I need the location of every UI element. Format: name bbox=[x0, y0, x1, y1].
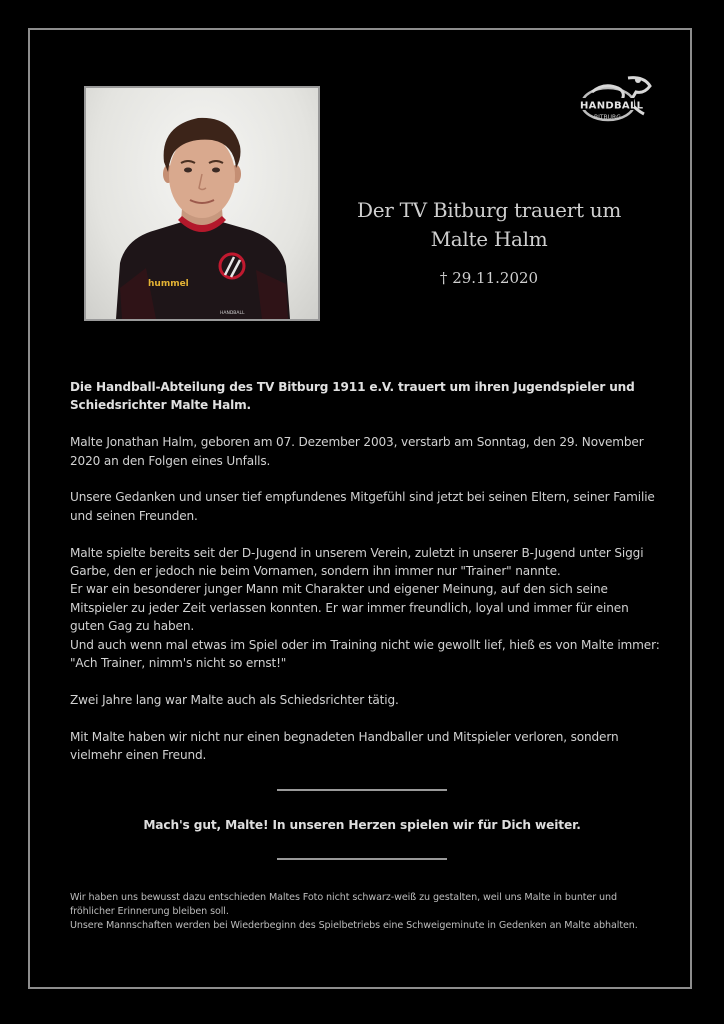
footnote bbox=[70, 891, 658, 933]
lead-paragraph: Die Handball-Abteilung des TV Bitburg 1911 e.V. trauert um ihren Jugendspieler und Schiedsrichter Malte Halm. bbox=[70, 380, 635, 413]
portrait-photo bbox=[84, 86, 320, 321]
footnote-silence: Unsere Mannschaften werden bei Wiederbeginn des Spielbetriebs eine Schweigeminute in Gedenken an Malte abhalten. bbox=[70, 920, 638, 931]
club-logo bbox=[574, 68, 656, 132]
paragraph-club-history bbox=[70, 544, 660, 673]
club-history-line-1: Malte spielte bereits seit der D-Jugend in unserem Verein, zuletzt in unserer B-Jugend unter Siggi Garbe, den er jedoch nie beim Vornamen, sondern ihn immer nur "Trainer" nannte. bbox=[70, 545, 644, 579]
headline-line-1: Der TV Bitburg trauert um bbox=[356, 198, 621, 222]
death-date: † 29.11.2020 bbox=[439, 269, 539, 287]
farewell-text: Mach's gut, Malte! In unseren Herzen spielen wir für Dich weiter. bbox=[143, 818, 581, 832]
obituary-text bbox=[70, 378, 660, 783]
club-history-line-2: Er war ein besonderer junger Mann mit Charakter und eigener Meinung, auf den sich seine Mitspieler zu jeder Zeit verlassen konnten. Er war immer freundlich, loyal und immer für einen guten Gag zu haben. bbox=[70, 582, 629, 634]
shirt-brand-text: hummel bbox=[148, 279, 189, 289]
logo-word: HANDBALL bbox=[580, 100, 644, 112]
footnote-photo: Wir haben uns bewusst dazu entschieden Maltes Foto nicht schwarz-weiß zu gestalten, weil uns Malte in bunter und fröhlicher Erinnerung bleiben soll. bbox=[70, 892, 618, 917]
logo-sub: BITBURG bbox=[594, 114, 621, 121]
divider-top bbox=[277, 789, 447, 791]
club-history-line-3: Und auch wenn mal etwas im Spiel oder im Training nicht wie gewollt lief, hieß es von Malte immer: "Ach Trainer, nimm's nicht so ernst!" bbox=[70, 637, 660, 671]
divider-bottom bbox=[277, 858, 447, 860]
paragraph-friend: Mit Malte haben wir nicht nur einen begnadeten Handballer und Mitspieler verloren, sondern vielmehr einen Freund. bbox=[70, 729, 619, 763]
paragraph-referee: Zwei Jahre lang war Malte auch als Schiedsrichter tätig. bbox=[70, 692, 399, 707]
headline-name: Malte Halm bbox=[430, 227, 548, 251]
headline bbox=[330, 196, 648, 254]
paragraph-birth: Malte Jonathan Halm, geboren am 07. Dezember 2003, verstarb am Sonntag, den 29. November 2020 an den Folgen eines Unfalls. bbox=[70, 435, 644, 468]
paragraph-condolence: Unsere Gedanken und unser tief empfundenes Mitgefühl sind jetzt bei seinen Eltern, seiner Familie und seinen Freunden. bbox=[70, 490, 655, 523]
shirt-print-text: HANDBALL bbox=[220, 311, 245, 316]
